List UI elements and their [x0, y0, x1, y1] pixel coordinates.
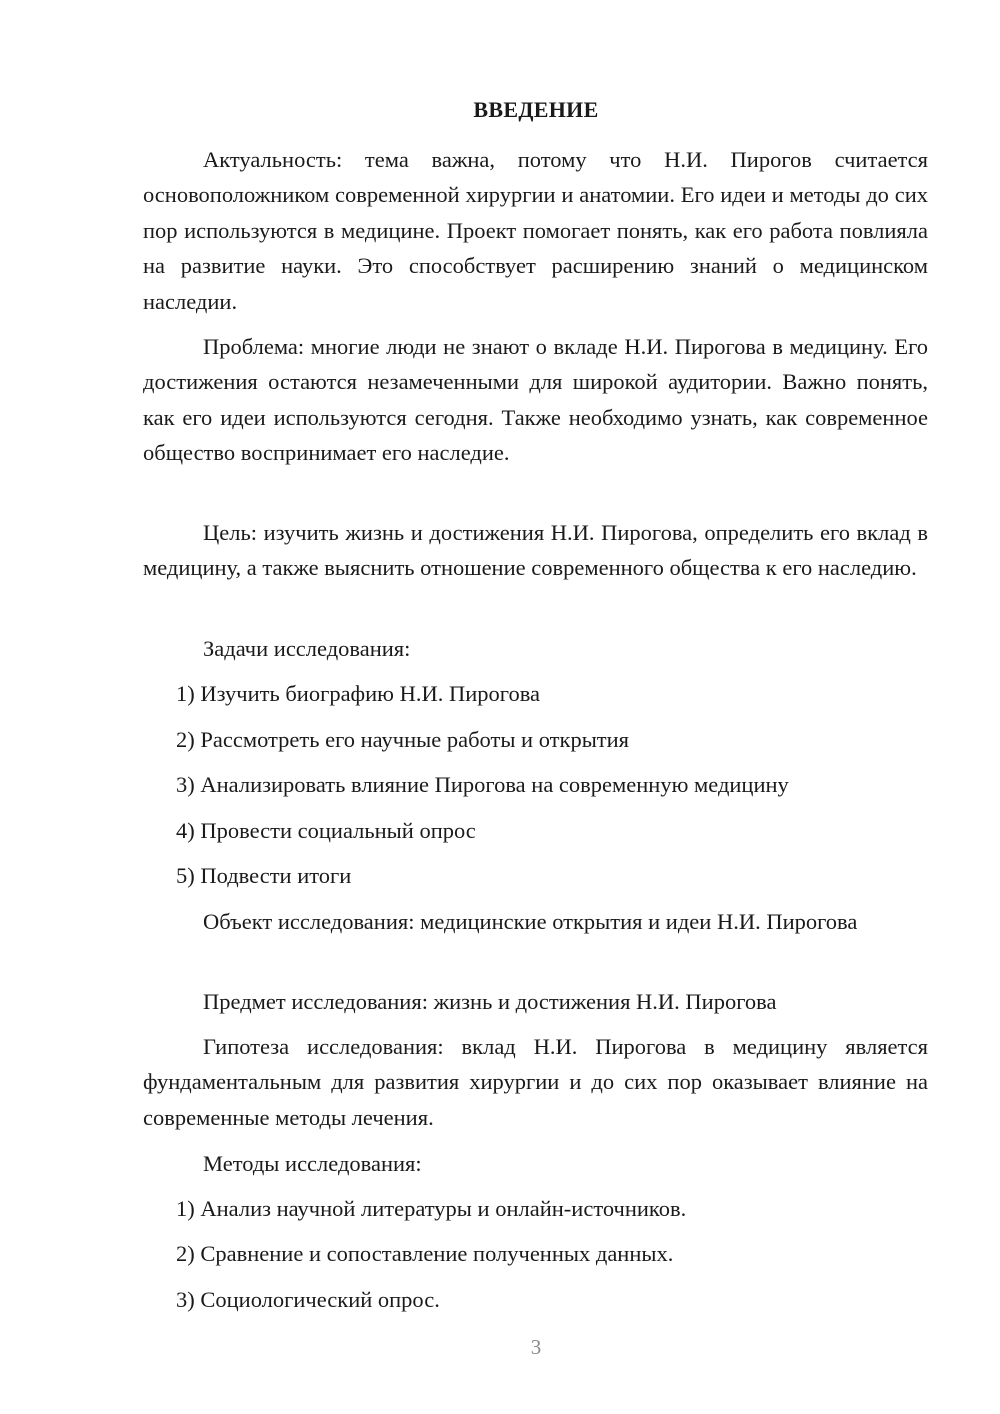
task-item: 4) Провести социальный опрос: [176, 818, 476, 843]
task-item: 1) Изучить биографию Н.И. Пирогова: [176, 681, 541, 706]
task-item: 3) Анализировать влияние Пирогова на современную медицину: [176, 772, 789, 797]
methods-heading: Методы исследования:: [203, 1151, 422, 1176]
task-item: 5) Подвести итоги: [176, 863, 352, 888]
method-item: 1) Анализ научной литературы и онлайн-источников.: [176, 1196, 687, 1221]
method-item: 3) Социологический опрос.: [176, 1287, 440, 1312]
tasks-heading: Задачи исследования:: [203, 636, 411, 661]
paragraph-goal: Цель: изучить жизнь и достижения Н.И. Пирогова, определить его вклад в медицину, а также выяснить отношение современного общества к его наследию.: [143, 520, 928, 581]
paragraph-object: Объект исследования: медицинские открытия и идеи Н.И. Пирогова: [203, 909, 858, 934]
page-title: ВВЕДЕНИЕ: [473, 97, 599, 122]
paragraph-relevance: Актуальность: тема важна, потому что Н.И. Пирогов считается основоположником современной хирургии и анатомии. Его идеи и методы до сих пор используются в медицине. Проект помогает понять, как его работа повлияла на развитие науки. Это способствует расширению знаний о медицинском наследии.: [143, 147, 928, 314]
method-item: 2) Сравнение и сопоставление полученных данных.: [176, 1241, 674, 1266]
paragraph-problem: Проблема: многие люди не знают о вкладе Н.И. Пирогова в медицину. Его достижения остаются незамеченными для широкой аудитории. Важно понять, как его идеи используются сегодня. Также необходимо узнать, как современное общество воспринимает его наследие.: [143, 334, 928, 466]
paragraph-hypothesis: Гипотеза исследования: вклад Н.И. Пирогова в медицину является фундаментальным для развития хирургии и до сих пор оказывает влияние на современные методы лечения.: [143, 1034, 928, 1130]
task-item: 2) Рассмотреть его научные работы и открытия: [176, 727, 630, 752]
page-number: 3: [530, 1335, 542, 1359]
paragraph-subject: Предмет исследования: жизнь и достижения Н.И. Пирогова: [203, 989, 777, 1014]
